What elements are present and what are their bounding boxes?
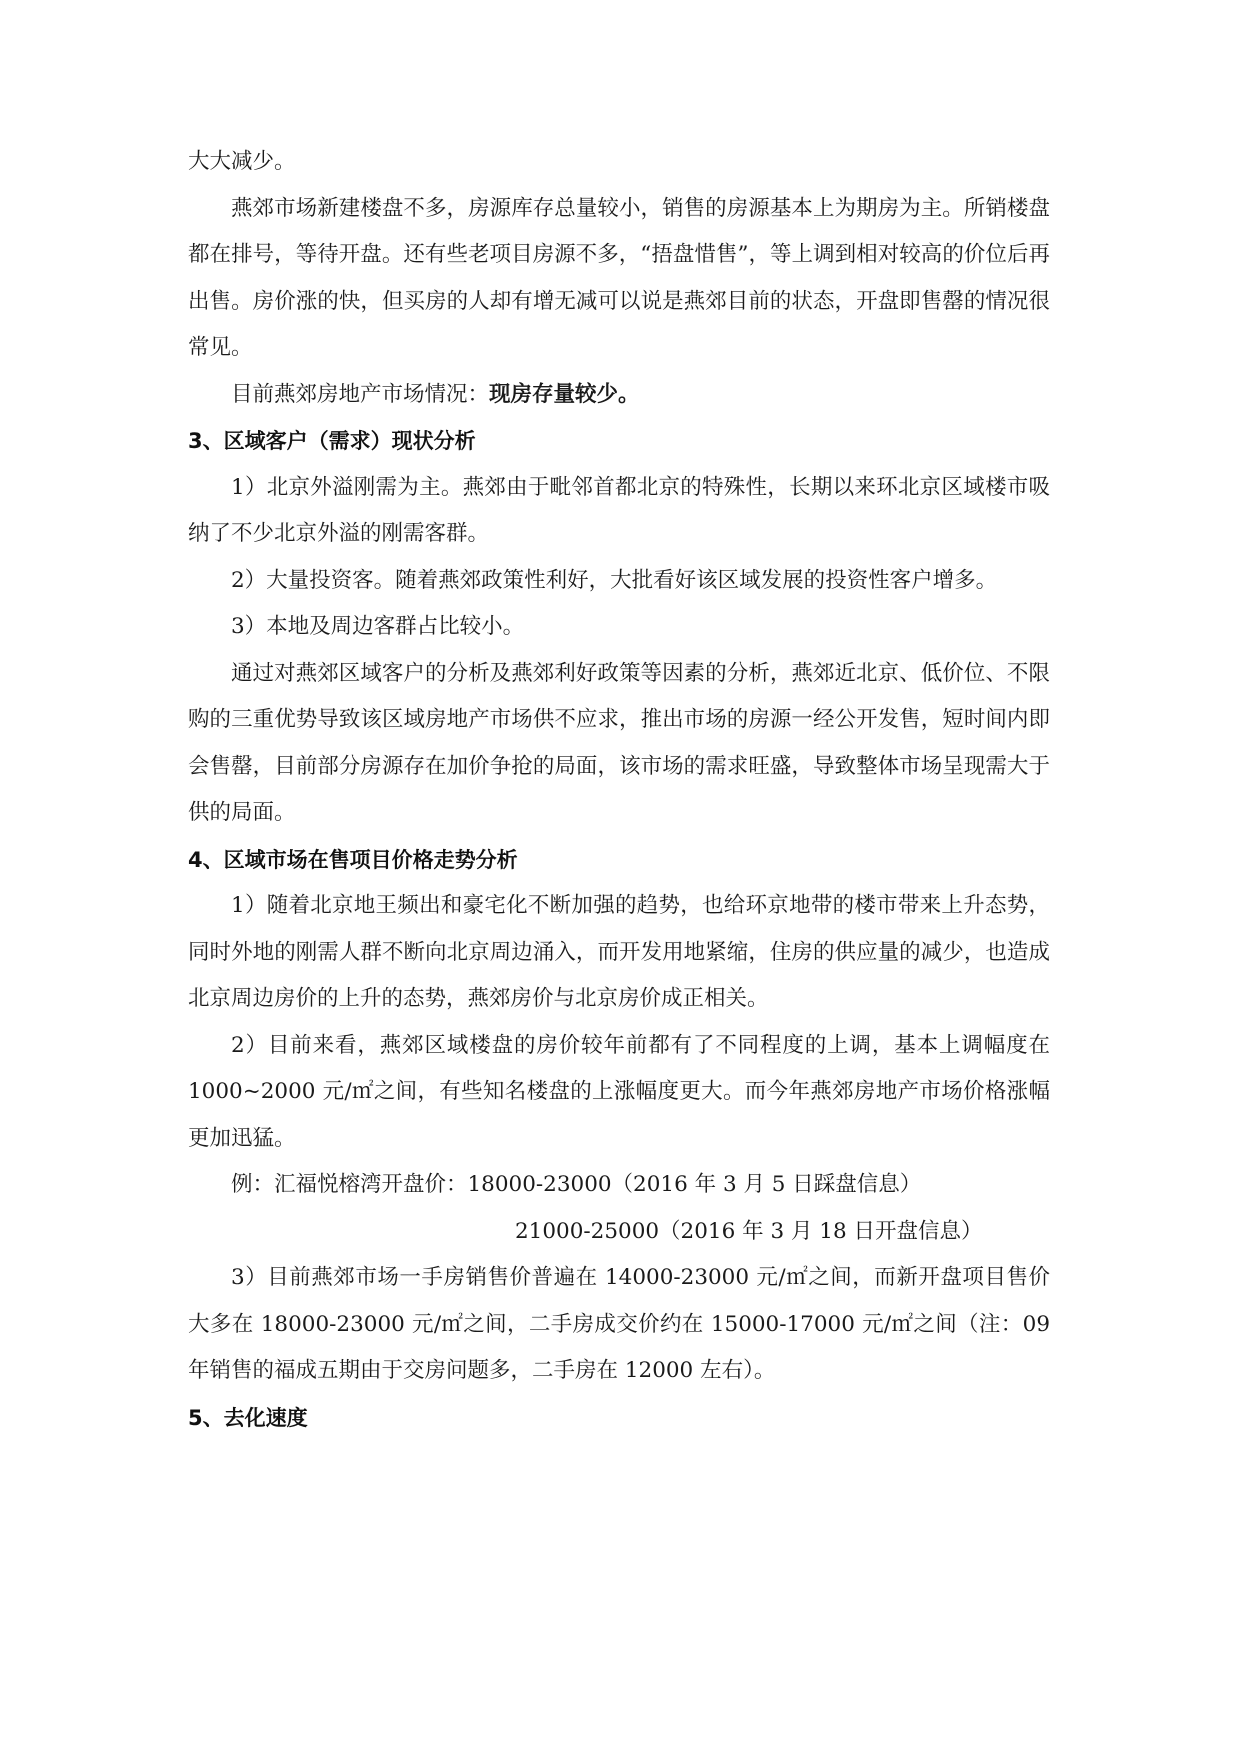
paragraph-demand-1: 1）北京外溢刚需为主。燕郊由于毗邻首都北京的特殊性，长期以来环北京区域楼市吸纳了不少北京外溢的刚需客群。 [188,474,1050,546]
section-heading-3: 3、区域客户（需求）现状分析 [188,429,476,453]
paragraph-demand-2: 2）大量投资客。随着燕郊政策性利好，大批看好该区域发展的投资性客户增多。 [231,567,998,593]
paragraph-market-status [188,372,1050,419]
section-heading-4: 4、区域市场在售项目价格走势分析 [188,847,518,872]
paragraph-price-3: 3）目前燕郊市场一手房销售价普遍在 14000-23000 元/㎡之间，而新开盘项目售价大多在 18000-23000 元/㎡之间，二手房成交价约在 15000-17000 元/㎡之间（注：09 年销售的福成五期由于交房问题多，二手房在 12000 左右）。 [188,1265,1050,1383]
document-body [188,139,1050,1441]
paragraph-example-2: 21000-25000（2016 年 3 月 18 日开盘信息） [515,1218,983,1244]
paragraph-price-1: 1）随着北京地王频出和豪宅化不断加强的趋势，也给环京地带的楼市带来上升态势，同时外地的刚需人群不断向北京周边涌入，而开发用地紧缩，住房的供应量的减少，也造成北京周边房价的上升的态势，燕郊房价与北京房价成正相关。 [188,893,1050,1011]
market-status-lead: 目前燕郊房地产市场情况： [231,381,490,407]
paragraph-demand-summary: 通过对燕郊区域客户的分析及燕郊利好政策等因素的分析，燕郊近北京、低价位、不限购的三重优势导致该区域房地产市场供不应求，推出市场的房源一经公开发售，短时间内即会售罄，目前部分房源存在加价争抢的局面，该市场的需求旺盛，导致整体市场呈现需大于供的局面。 [188,660,1050,825]
paragraph-example-1: 例：汇福悦榕湾开盘价：18000-23000（2016 年 3 月 5 日踩盘信息） [231,1172,922,1197]
paragraph-price-2: 2）目前来看，燕郊区域楼盘的房价较年前都有了不同程度的上调，基本上调幅度在 1000~2000 元/㎡之间，有些知名楼盘的上涨幅度更大。而今年燕郊房地产市场价格涨幅更加迅猛。 [188,1032,1050,1151]
section-heading-5: 5、去化速度 [188,1405,308,1430]
paragraph-continuation: 大大减少。 [188,149,296,174]
paragraph-new-projects: 燕郊市场新建楼盘不多，房源库存总量较小，销售的房源基本上为期房为主。所销楼盘都在排号，等待开盘。还有些老项目房源不多，“捂盘惜售”，等上调到相对较高的价位后再出售。房价涨的快，但买房的人却有增无减可以说是燕郊目前的状态，开盘即售罄的情况很常见。 [188,195,1050,360]
paragraph-demand-3: 3）本地及周边客群占比较小。 [231,614,525,639]
market-status-bold: 现房存量较少。 [489,381,640,407]
